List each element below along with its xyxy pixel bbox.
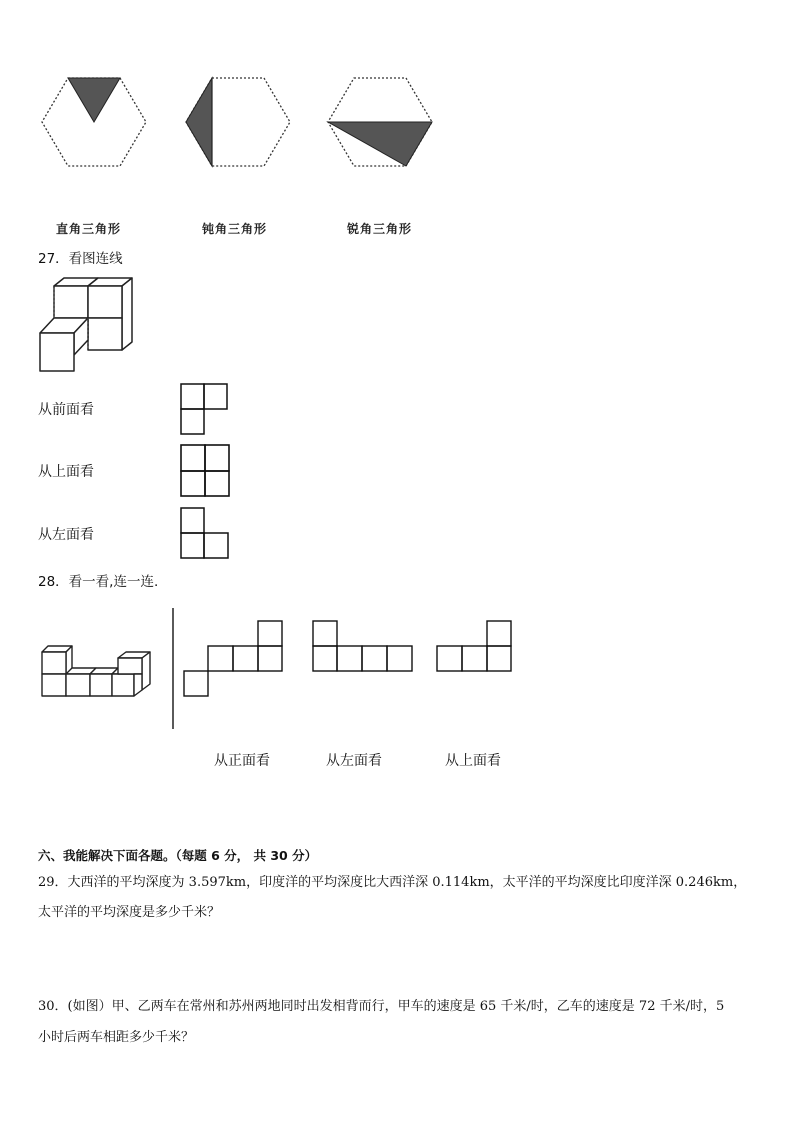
q28-view-option-c-grid	[436, 620, 514, 674]
q28-label-front: 从正面看	[214, 753, 270, 769]
section6-heading: 六、我能解决下面各题。（每题 6 分， 共 30 分）	[38, 848, 318, 863]
q30-text-line1: 30．(如图）甲、乙两车在常州和苏州两地同时出发相背而行，甲车的速度是 65 千米/时，乙车的速度是 72 千米/时，5	[38, 999, 725, 1014]
q27-label-left: 从左面看	[38, 527, 94, 543]
q29-text-line2: 太平洋的平均深度是多少千米？	[38, 905, 221, 920]
hexagon-obtuse-triangle-figure	[184, 76, 294, 168]
q28-view-option-b-grid	[312, 620, 414, 674]
q27-view-front-grid	[180, 383, 230, 435]
q27-view-left-grid	[180, 507, 232, 561]
q29-text-line1: 29．大西洋的平均深度为 3.597km，印度洋的平均深度比大西洋深 0.114km，太平洋的平均深度比印度洋深 0.246km，	[38, 875, 747, 890]
q28-cube-solid-figure	[40, 644, 152, 698]
hexagon-right-triangle-figure	[40, 76, 150, 168]
q27-label-front: 从前面看	[38, 402, 94, 418]
q30-text-line2: 小时后两车相距多少千米？	[38, 1030, 195, 1045]
q28-label-top: 从上面看	[445, 753, 501, 769]
q27-cube-solid-figure	[40, 278, 132, 373]
q28-divider-line	[171, 608, 175, 730]
hexagon-acute-triangle-figure	[326, 76, 436, 168]
q27-view-top-grid	[180, 444, 232, 498]
q28-view-option-a-grid	[183, 620, 285, 698]
q27-title: 27．看图连线	[38, 251, 123, 267]
caption-acute-triangle: 锐角三角形	[347, 222, 413, 236]
caption-right-triangle: 直角三角形	[56, 222, 122, 236]
q28-title: 28．看一看,连一连.	[38, 574, 159, 590]
caption-obtuse-triangle: 钝角三角形	[202, 222, 268, 236]
q28-label-left: 从左面看	[326, 753, 382, 769]
q27-label-top: 从上面看	[38, 464, 94, 480]
